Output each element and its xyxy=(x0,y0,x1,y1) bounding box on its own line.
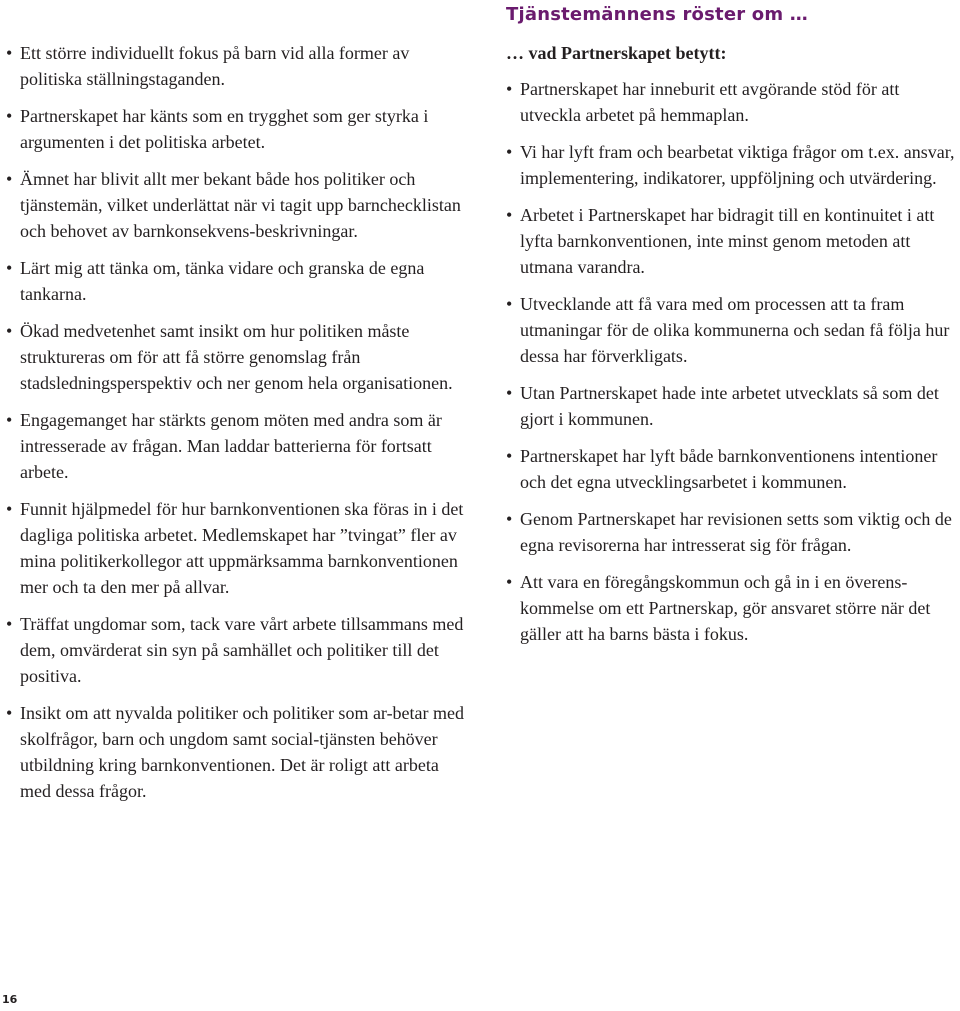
list-item-text: Arbetet i Partnerskapet har bidragit till en kontinuitet i att lyfta barnkonventionen, inte minst genom metoden att utmana varandra. xyxy=(520,205,935,277)
bullet-icon: • xyxy=(506,509,513,529)
bullet-icon: • xyxy=(6,169,13,189)
bullet-icon: • xyxy=(506,383,513,403)
list-item-text: Utvecklande att få vara med om processen att ta fram utmaningar för de olika kommunerna och sedan få följa hur dessa har förverkligats. xyxy=(520,294,950,366)
list-item xyxy=(6,611,466,689)
list-item xyxy=(6,40,466,92)
left-column xyxy=(6,0,466,815)
list-item xyxy=(6,318,466,396)
page-number: 16 xyxy=(2,993,18,1006)
list-item xyxy=(6,496,466,600)
right-bullet-list xyxy=(506,76,960,647)
bullet-icon: • xyxy=(6,614,13,634)
list-item-text: Utan Partnerskapet hade inte arbetet utvecklats så som det gjort i kommunen. xyxy=(520,383,939,429)
list-item xyxy=(6,700,466,804)
bullet-icon: • xyxy=(506,142,513,162)
bullet-icon: • xyxy=(6,321,13,341)
bullet-icon: • xyxy=(506,446,513,466)
list-item xyxy=(6,103,466,155)
list-item-text: Partnerskapet har inneburit ett avgörande stöd för att utveckla arbetet på hemmaplan. xyxy=(520,79,900,125)
left-bullet-list xyxy=(6,40,466,804)
list-item xyxy=(506,291,960,369)
list-item-text: Partnerskapet har känts som en trygghet som ger styrka i argumenten i det politiska arbetet. xyxy=(20,106,429,152)
list-item-text: Träffat ungdomar som, tack vare vårt arbete tillsammans med dem, omvärderat sin syn på samhället och politiker till det positiva. xyxy=(20,614,464,686)
bullet-icon: • xyxy=(6,43,13,63)
section-title: Tjänstemännens röster om … xyxy=(506,4,808,25)
list-item-text: Ett större individuellt fokus på barn vid alla former av politiska ställningstaganden. xyxy=(20,43,410,89)
list-item-text: Genom Partnerskapet har revisionen setts som viktig och de egna revisorerna har intresserat sig för frågan. xyxy=(520,509,952,555)
list-item xyxy=(506,202,960,280)
bullet-icon: • xyxy=(506,294,513,314)
bullet-icon: • xyxy=(6,258,13,278)
list-item-text: Vi har lyft fram och bearbetat viktiga frågor om t.ex. ansvar, implementering, indikatorer, uppföljning och utvärdering. xyxy=(520,142,955,188)
list-item-text: Att vara en föregångskommun och gå in i en överens-kommelse om ett Partnerskap, gör ansvaret större när det gäller att ha barns bästa i fokus. xyxy=(520,572,931,644)
bullet-icon: • xyxy=(6,499,13,519)
bullet-icon: • xyxy=(6,410,13,430)
right-column xyxy=(506,0,960,658)
list-item-text: Lärt mig att tänka om, tänka vidare och granska de egna tankarna. xyxy=(20,258,425,304)
list-item xyxy=(506,443,960,495)
list-item xyxy=(6,166,466,244)
list-item xyxy=(6,407,466,485)
list-item xyxy=(6,255,466,307)
list-item-text: Ökad medvetenhet samt insikt om hur politiken måste struktureras om för att få större genomslag från stadsledningsperspektiv och ner genom hela organisationen. xyxy=(20,321,453,393)
bullet-icon: • xyxy=(6,703,13,723)
bullet-icon: • xyxy=(506,79,513,99)
list-item-text: Partnerskapet har lyft både barnkonventionens intentioner och det egna utvecklingsarbetet i kommunen. xyxy=(520,446,938,492)
list-item xyxy=(506,569,960,647)
list-item xyxy=(506,380,960,432)
list-item xyxy=(506,76,960,128)
bullet-icon: • xyxy=(6,106,13,126)
sub-heading: … vad Partnerskapet betytt: xyxy=(506,43,727,63)
list-item xyxy=(506,139,960,191)
list-item-text: Ämnet har blivit allt mer bekant både hos politiker och tjänstemän, vilket underlättat när vi tagit upp barnchecklistan och behovet av barnkonsekvens-beskrivningar. xyxy=(20,169,461,241)
bullet-icon: • xyxy=(506,205,513,225)
list-item-text: Funnit hjälpmedel för hur barnkonventionen ska föras in i det dagliga politiska arbetet. Medlemskapet har ”tvingat” fler av mina politikerkollegor att uppmärksamma barnkonventionen mer och ta den mer på allvar. xyxy=(20,499,464,597)
list-item xyxy=(506,506,960,558)
list-item-text: Insikt om att nyvalda politiker och politiker som ar-betar med skolfrågor, barn och ungdom samt social-tjänsten behöver utbildning kring barnkonventionen. Det är roligt att arbeta med dessa frågor. xyxy=(20,703,465,801)
list-item-text: Engagemanget har stärkts genom möten med andra som är intresserade av frågan. Man laddar batterierna för fortsatt arbete. xyxy=(20,410,442,482)
bullet-icon: • xyxy=(506,572,513,592)
